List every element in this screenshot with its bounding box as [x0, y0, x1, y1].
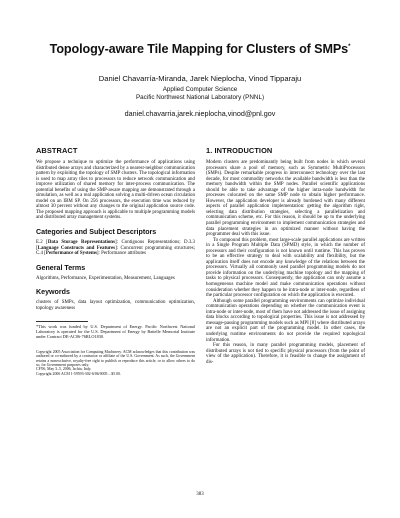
page-number: 383: [196, 492, 204, 497]
copyright-block: [36, 350, 195, 376]
introduction-paragraph-1: Modern clusters are predominantly being built from nodes in which several processors share a pool of memory, such as Symmetric MultiProcessors (SMPs). Despite remarkable progress in interconnect technology over the last decade, for most commodity networks the available bandwidth is less than the memory bandwidth within the SMP nodes. Parallel scientific applications should be able to take advantage of the higher intra-node bandwidth for processes colocated on the same SMP node to obtain higher performance. However, the application developer is already burdened with many different aspects of parallel application implementation: getting the algorithm right, selecting data distribution strategies, selecting a parallelization and communication scheme, etc. For this reason, it should be up to the underlying parallel programming environment to implement communication strategies and data placement strategies in an optimized manner without having the programmer deal with this issue.: [206, 160, 365, 238]
introduction-paragraph-2: To compound this problem, most large-scale parallel applications are written in a Single Program Multiple Data (SPMD) style, in which the number of processors and their configuration is not known until runtime. This has proven to be an effective strategy to deal with scalability and flexibility, but the application itself does not encode any knowledge of the relations between the processors. Virtually all commonly used parallel programming models do not provide information on the underlying machine topology and the mapping of tasks to physical processors. Consequently, the application can only assume a homogeneous machine model and make communication operations without consideration whether they happen to be intra-node or inter-node, regardless of the particular processor configuration on which the application is executed.: [206, 237, 365, 299]
abstract-text: We propose a technique to optimize the performance of applications using distributed dense arrays and characterized by a nearest-neighbor communication pattern by exploiting the topology of SMP clusters. The topological information is used to map array tiles to processors to reduce network communication and improve utilization of shared memory for inter-process communication. The potential benefits of using the SMP-aware mapping are demonstrated through a simulation, as well as a real application solving a multi-driven ocean circulation model on an IBM SP. On 256 processors, the execution time was reduced by almost 30 percent without any changes to the original application source code. The proposed mapping approach is applicable to multiple programming models and distributed array management systems.: [36, 160, 195, 221]
author-list: Daniel Chavarría-Miranda, Jarek Nieplocha, Vinod Tipparaju: [98, 74, 302, 83]
author-email: daniel.chavarria,jarek.nieplocha,vinod@pnl.gov: [124, 109, 276, 118]
affiliation-department: Applied Computer Science: [162, 86, 238, 93]
paper-title: [0, 42, 400, 56]
introduction-paragraph-3: Although some parallel programming environments can optimize individual communication operations depending on whether the communication event is intra-node or inter-node, most of them have not addressed the issue of assigning data blocks according to topological properties. This issue is not addressed by message-passing programming models such as MPI [8] where distributed arrays are not an explicit part of the programming model. In other cases, the underlying runtime environments do not provide the required topological information.: [206, 298, 365, 343]
right-column: [206, 146, 365, 365]
conference-line: CF'06, May 3–5, 2006, Ischia, Italy.: [36, 367, 92, 372]
categories-bold-1: Data Storage Representations: [47, 240, 115, 246]
left-column: [36, 146, 195, 376]
funding-footnote: *This work was funded by U.S. Department of Energy. Pacific Northwest National Laboratory is operated for the U.S. Department of Energy by Battelle Memorial Institute under Contract DE-AC06-76RLO1830.: [36, 324, 195, 340]
categories-text: [36, 240, 195, 257]
categories-bold-2: Language Constructs and Features: [37, 245, 116, 251]
abstract-heading: ABSTRACT: [36, 146, 78, 155]
copyright-notice: Copyright 2005 Association for Computing Machinery. ACM acknowledges that this contribution was authored or co-authored by a contractor or affiliate of the U.S. Government. As such, the Government retains a nonexclusive, royalty-free right to publish or reproduce this article, or to allow others to do so, for Government purposes only.: [36, 350, 195, 367]
introduction-paragraph-4: For this reason, in many parallel programming models, placement of distributed arrays is not tied to specific physical processors (from the point of view of the application). Therefore, it is feasible to change the assignment of dis-: [206, 343, 365, 365]
keywords-heading: Keywords: [36, 288, 70, 297]
general-terms-heading: General Terms: [36, 263, 86, 272]
categories-part-4: ]: Performance attributes: [96, 251, 146, 257]
title-footnote-mark: *: [348, 44, 351, 50]
categories-heading: Categories and Subject Descriptors: [36, 228, 157, 237]
categories-part-2: ]: Contiguous Representations; D.3.3 [: [36, 240, 196, 251]
affiliation-institution: Pacific Northwest National Laboratory (PNNL): [135, 94, 265, 101]
categories-part-1: E.2 [: [36, 240, 48, 246]
categories-part-3: ]: Concurrent programming structures; C.4 [: [36, 245, 195, 257]
keywords-text: clusters of SMPs, data layout optimization, communication optimization, topology awareness: [36, 300, 195, 311]
acm-copyright-line: Copyright 2006 ACM 1-59593-302-6/06/0005 ...$5.00.: [36, 371, 121, 376]
introduction-heading: 1. INTRODUCTION: [206, 146, 273, 155]
categories-bold-3: Performance of Systems: [45, 251, 97, 257]
general-terms-text: Algorithms, Performance, Experimentation, Measurement, Languages: [36, 275, 175, 281]
footnote-rule: [36, 321, 88, 322]
title-text: Topology-aware Tile Mapping for Clusters of SMPs: [49, 42, 349, 56]
